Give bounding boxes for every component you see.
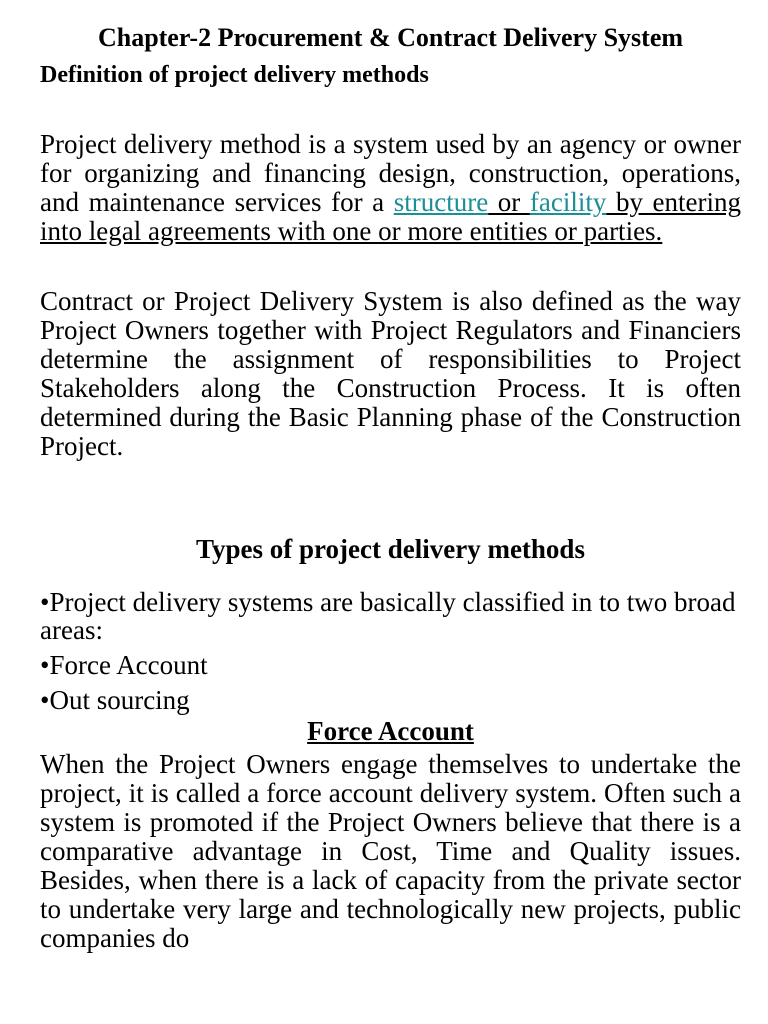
force-account-heading: Force Account <box>307 716 474 746</box>
facility-link[interactable]: facility <box>529 187 607 217</box>
list-item: •Out sourcing <box>40 685 190 715</box>
or-text: or <box>488 187 530 217</box>
paragraph-definition <box>40 130 741 246</box>
list-item: •Force Account <box>40 650 208 680</box>
paragraph-contract-system: Contract or Project Delivery System is also defined as the way Project Owners together with Project Regulators and Financiers determine the assignment of responsibilities to Project Stakeholders along the Construction Process. It is often determined during the Basic Planning phase of the Construction Project. <box>40 286 741 461</box>
types-heading: Types of project delivery methods <box>196 534 585 564</box>
definition-heading: Definition of project delivery methods <box>40 62 429 88</box>
types-list <box>40 588 741 714</box>
list-item: •Project delivery systems are basically classified in to two broad areas: <box>40 587 736 645</box>
paragraph-force-account: When the Project Owners engage themselves to undertake the project, it is called a force account delivery system. Often such a system is promoted if the Project Owners believe that there is a comparative advantage in Cost, Time and Quality issues. Besides, when there is a lack of capacity from the private sector to undertake very large and technologically new projects, public companies do <box>40 749 741 953</box>
document-page <box>40 0 741 1024</box>
paragraph-definition-tail: by entering into legal agreements with one or more entities or parties. <box>40 187 741 246</box>
paragraph-definition-text: Project delivery method is a system used by an agency or owner for organizing and financing design, construction, operations, and maintenance services for a <box>40 129 741 217</box>
structure-link[interactable]: structure <box>393 187 489 217</box>
chapter-title: Chapter-2 Procurement & Contract Delivery System <box>97 23 684 52</box>
